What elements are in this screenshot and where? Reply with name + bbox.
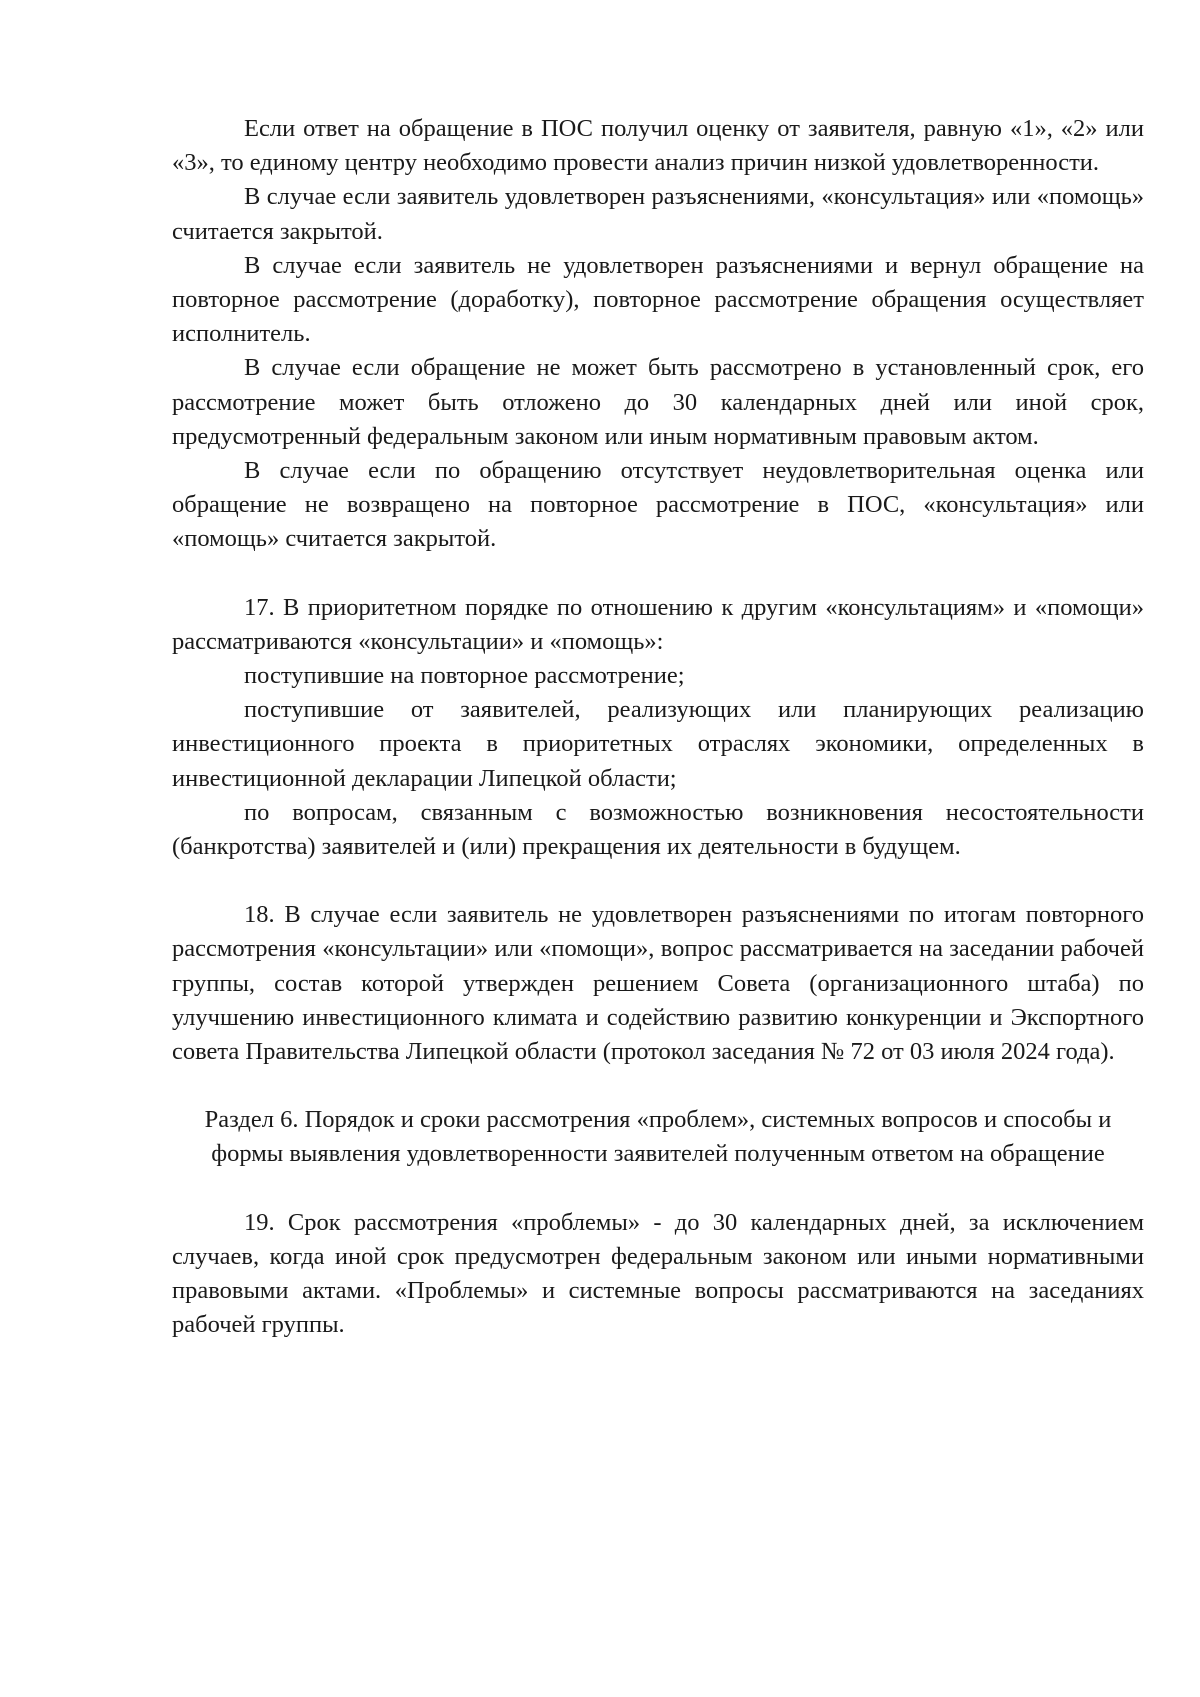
paragraph-no-negative-rating: В случае если по обращению отсутствует неудовлетворительная оценка или обращение не возвращено на повторное рассмотрение в ПОС, «консультация» или «помощь» считается закрытой. — [172, 457, 1144, 553]
section-6-heading: Раздел 6. Порядок и сроки рассмотрения «проблем», системных вопросов и способы и формы выявления удовлетворенности заявителей полученным ответом на обращение — [204, 1106, 1112, 1168]
paragraph-postponement: В случае если обращение не может быть рассмотрено в установленный срок, его рассмотрение может быть отложено до 30 календарных дней или иной срок, предусмотренный федеральным законом или иным нормативным правовым актом. — [172, 354, 1144, 450]
spacer — [172, 1172, 1144, 1206]
paragraph-low-rating-analysis: Если ответ на обращение в ПОС получил оценку от заявителя, равную «1», «2» или «3», то единому центру необходимо провести анализ причин низкой удовлетворенности. — [172, 115, 1144, 177]
clause-17-intro: 17. В приоритетном порядке по отношению к другим «консультациям» и «помощи» рассматриваются «консультации» и «помощь»: — [172, 593, 1144, 655]
paragraph-not-satisfied-rework: В случае если заявитель не удовлетворен разъяснениями и вернул обращение на повторное рассмотрение (доработку), повторное рассмотрение обращения осуществляет исполнитель. — [172, 251, 1144, 348]
clause-18: 18. В случае если заявитель не удовлетворен разъяснениями по итогам повторного рассмотрения «консультации» или «помощи», вопрос рассматривается на заседании рабочей группы, состав которой утвержден решением Совета (организационного штаба) по улучшению инвестиционного климата и содействию развитию конкуренции и Экспортного совета Правительства Липецкой области (протокол заседания № 72 от 03 июля 2024 года). — [172, 901, 1144, 1066]
spacer — [172, 864, 1144, 898]
clause-17-item-investment-project: поступившие от заявителей, реализующих или планирующих реализацию инвестиционного проекта в приоритетных отраслях экономики, определенных в инвестиционной декларации Липецкой области; — [172, 696, 1144, 792]
document-page — [172, 112, 1144, 1343]
paragraph-satisfied-closed: В случае если заявитель удовлетворен разъяснениями, «консультация» или «помощь» считается закрытой. — [172, 183, 1144, 245]
clause-17-item-insolvency: по вопросам, связанным с возможностью возникновения несостоятельности (банкротства) заявителей и (или) прекращения их деятельности в будущем. — [172, 798, 1144, 861]
spacer — [172, 1069, 1144, 1103]
clause-17-item-repeat-review: поступившие на повторное рассмотрение; — [244, 662, 685, 690]
clause-19: 19. Срок рассмотрения «проблемы» - до 30 календарных дней, за исключением случаев, когда иной срок предусмотрен федеральным законом или иными нормативными правовыми актами. «Проблемы» и системные вопросы рассматриваются на заседаниях рабочей группы. — [172, 1208, 1144, 1339]
spacer — [172, 557, 1144, 591]
